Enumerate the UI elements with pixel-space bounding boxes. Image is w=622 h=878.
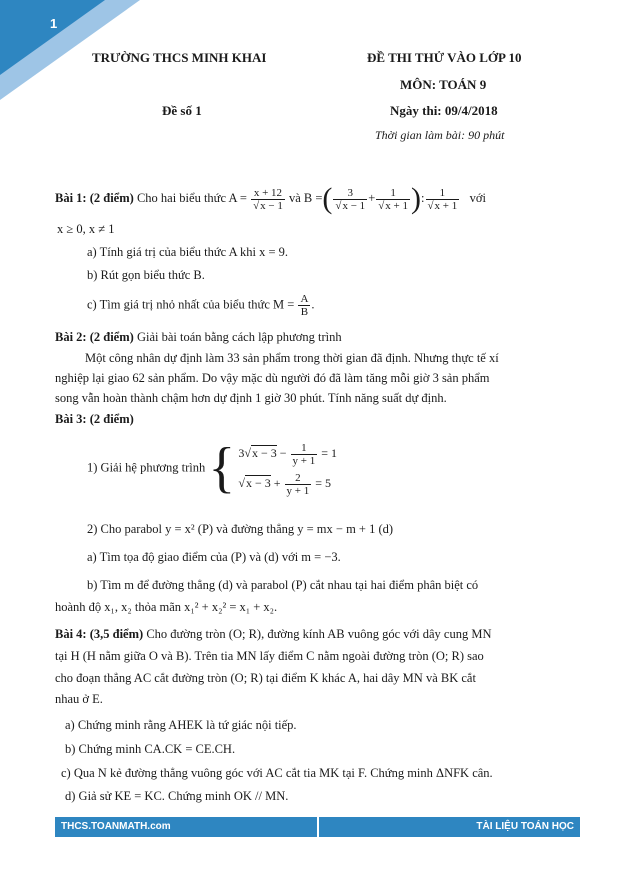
problem-3-q2b-line-1: b) Tìm m để đường thẳng (d) và parabol (P) cắt nhau tại hai điểm phân biệt có xyxy=(87,578,479,592)
frac-1-denominator: √x − 1 xyxy=(335,199,366,212)
problem-2-statement xyxy=(55,328,342,347)
problem-1-statement xyxy=(55,184,486,214)
expr-m-denominator: B xyxy=(298,305,310,318)
frac-3-numerator: 1 xyxy=(439,186,446,199)
eq1-rhs: = 1 xyxy=(321,446,338,460)
problem-2-line-2: nghiệp lại giao 62 sản phẩm. Do vậy mặc dù người đó đã làm tăng mỗi giờ 3 sản phẩm xyxy=(55,371,490,385)
conj-and: và xyxy=(288,190,301,205)
problem-1c-text: c) Tìm giá trị nhỏ nhất của biểu thức xyxy=(87,297,270,312)
problem-3-q1-text: 1) Giải hệ phương trình xyxy=(87,460,206,475)
problem-1-condition: x ≥ 0, x ≠ 1 xyxy=(57,222,115,236)
system-brace: { xyxy=(208,437,236,499)
expr-m-label: M = xyxy=(273,297,295,312)
footer-tagline: TÀI LIỆU TOÁN HỌC xyxy=(476,821,574,832)
exam-duration: Thời gian làm bài: 90 phút xyxy=(375,128,505,142)
page-footer xyxy=(55,817,580,837)
frac-2-denominator: √x + 1 xyxy=(378,199,409,212)
expr-b-frac-3 xyxy=(426,187,460,212)
eq1-fraction xyxy=(291,442,318,467)
expr-a-den-tail: − 1 xyxy=(265,199,283,212)
problem-3-label-text: Bài 3: (2 điểm) xyxy=(55,412,134,426)
eq2-radicand: x − 3 xyxy=(245,476,271,490)
frac-3-den-tail: + 1 xyxy=(440,199,458,212)
problem-3-label xyxy=(55,410,134,429)
footer-separator xyxy=(317,817,319,837)
footer-website[interactable]: THCS.TOANMATH.com xyxy=(61,821,171,832)
exam-subject: MÔN: TOÁN 9 xyxy=(400,77,487,92)
problem-4-line-1: Cho đường tròn (O; R), đường kính AB vuông góc với dây cung MN xyxy=(146,627,492,641)
problem-4-line-4: nhau ở E. xyxy=(55,692,103,706)
eq2-denominator: y + 1 xyxy=(286,484,310,497)
eq1-denominator: y + 1 xyxy=(292,454,316,467)
eq1-numerator: 1 xyxy=(301,441,307,454)
problem-4b: b) Chứng minh CA.CK = CE.CH. xyxy=(65,742,236,756)
frac-2-radicand: x xyxy=(385,199,391,212)
expr-b-label: B = xyxy=(303,190,323,205)
expr-m-numerator: A xyxy=(300,293,309,305)
problem-1a: a) Tính giá trị của biểu thức A khi x = 9. xyxy=(87,245,289,259)
expr-a-denominator: √x − 1 xyxy=(253,199,283,212)
frac-1-numerator: 3 xyxy=(347,186,354,199)
problem-1-label: Bài 1: (2 điểm) xyxy=(55,190,134,205)
expr-a-den-radicand: x xyxy=(260,199,266,212)
problem-2-line-3: song vẫn hoàn thành chậm hơn dự định 1 giờ 30 phút. Tính năng suất dự định. xyxy=(55,391,447,405)
expr-b-frac-1 xyxy=(333,187,367,212)
eq2-numerator: 2 xyxy=(295,471,301,484)
eq1-minus: − xyxy=(276,446,287,460)
exam-number: Đề số 1 xyxy=(162,103,202,118)
equation-system xyxy=(238,438,337,498)
expr-b-frac-2 xyxy=(376,187,410,212)
problem-1-intro: Cho hai biểu thức xyxy=(136,190,226,205)
expr-a-fraction xyxy=(251,187,285,212)
problem-4a: a) Chứng minh rằng AHEK là tứ giác nội tiếp. xyxy=(65,718,297,732)
problem-2-line-1: Một công nhân dự định làm 33 sản phẩm trong thời gian đã định. Nhưng thực tế xí xyxy=(85,351,499,365)
problem-4-line-2: tại H (H nằm giữa O và B). Trên tia MN lấy điểm C nằm ngoài đường tròn (O; R) sao xyxy=(55,649,484,663)
paren-open: ( xyxy=(322,182,333,215)
exam-date: Ngày thi: 09/4/2018 xyxy=(390,103,498,118)
problem-3-q2a: a) Tìm tọa độ giao điểm của (P) và (d) với m = −3. xyxy=(87,550,341,564)
expr-m-fraction xyxy=(298,293,310,318)
expr-a-numerator: x + 12 xyxy=(253,186,283,199)
colon-sign: : xyxy=(421,190,425,205)
frac-2-numerator: 1 xyxy=(390,186,396,199)
expr-a-label: A = xyxy=(228,190,247,205)
eq2-rhs: = 5 xyxy=(315,476,332,490)
problem-3-q2b-line-2: hoành độ x₁, x₂ thỏa mãn x₁² + x₂² = x₁ + x₂. xyxy=(55,600,278,614)
problem-3-q1 xyxy=(87,438,337,498)
frac-1-radicand: x − 1 xyxy=(342,199,366,212)
eq2-fraction xyxy=(285,472,312,497)
equation-1: 3√x − 3 − $\frac{1}{y + 1}$ = 1 xyxy=(238,441,338,467)
plus-sign: + xyxy=(368,190,376,205)
problem-4-statement xyxy=(55,625,492,644)
problem-4d: d) Giả sử KE = KC. Chứng minh OK // MN. xyxy=(65,789,289,803)
problem-1c xyxy=(87,293,315,318)
eq2-plus: + xyxy=(270,476,281,490)
problem-3-q2: 2) Cho parabol y = x² (P) và đường thẳng y = mx − m + 1 (d) xyxy=(87,522,394,536)
frac-3-radicand: x xyxy=(434,199,441,212)
problem-2-intro: Giải bài toán bằng cách lập phương trình xyxy=(136,330,342,344)
school-name: TRƯỜNG THCS MINH KHAI xyxy=(92,50,267,65)
equation-2: √x − 3 + $\frac{2}{y + 1}$ = 5 xyxy=(238,471,332,497)
exam-title: ĐỀ THI THỬ VÀO LỚP 10 xyxy=(367,50,522,65)
paren-close: ) xyxy=(411,182,422,215)
frac-2-den-tail: + 1 xyxy=(390,199,409,212)
problem-4-line-3: cho đoạn thẳng AC cắt đường tròn (O; R) tại điểm K khác A, hai dây MN và BK cắt xyxy=(55,671,476,685)
frac-3-denominator: √x + 1 xyxy=(427,199,458,212)
page-number: 1 xyxy=(50,16,58,31)
problem-4c: c) Qua N kẻ đường thẳng vuông góc với AC cắt tia MK tại F. Chứng minh ΔNFK cân. xyxy=(61,766,493,780)
problem-4-label: Bài 4: (3,5 điểm) xyxy=(55,627,144,641)
period: . xyxy=(311,297,315,312)
eq1-radicand: x − 3 xyxy=(251,446,277,460)
problem-1b: b) Rút gọn biểu thức B. xyxy=(87,268,205,282)
conj-with: với xyxy=(469,190,486,205)
problem-2-label: Bài 2: (2 điểm) xyxy=(55,330,134,344)
eq1-coef: 3 xyxy=(238,446,245,460)
